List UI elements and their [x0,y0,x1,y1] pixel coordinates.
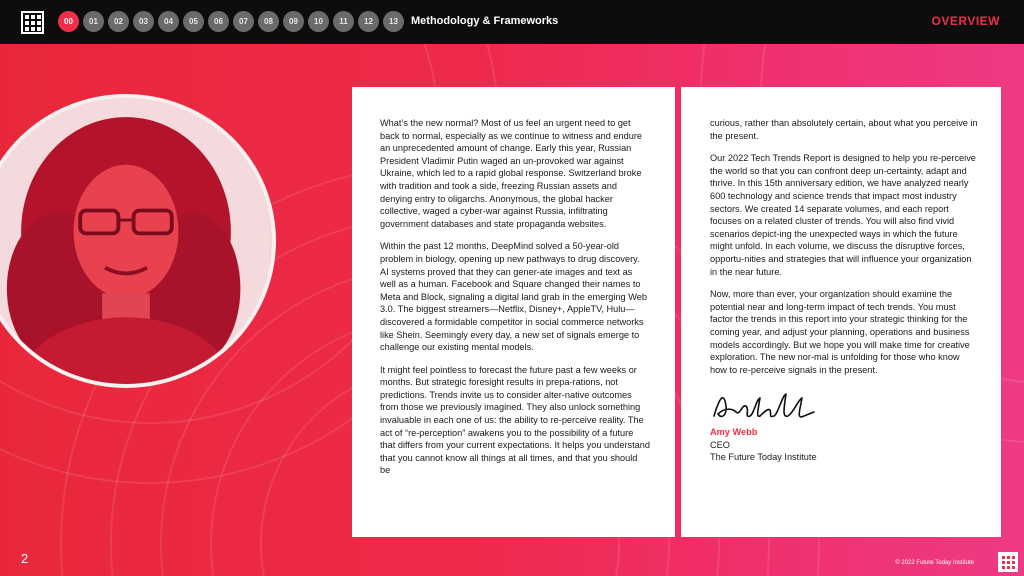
volume-nav [58,11,404,32]
signer-name: Amy Webb [710,427,758,438]
left-column-text [380,117,650,487]
volume-pill-13[interactable]: 13 [383,11,404,32]
overview-link[interactable]: OVERVIEW [931,14,1000,28]
paragraph: Within the past 12 months, DeepMind solved a 50-year-old problem in biology, opening up new pathways to drug discovery. AI systems proved that they can gener-ate images and text as well as a human. Facebook and Square changed their names to Meta and Block, signaling a digital land grab in the emerging Web 3.0. The biggest streamers—Netflix, Disney+, AppleTV, Hulu—discovered a formidable competitor in social commerce networks like Shein. Seemingly every day, a new set of signals emerge to challenge our existing mental models. [380,241,647,353]
paragraph: It might feel pointless to forecast the future past a few weeks or months. But strategic foresight results in prepa-rations, not predictions. Trends invite us to consider alter-native outcomes from those we previously imagined. They also unlock something invaluable in each one of us: the ability to re-perceive reality. The act of “re-perception” awakens you to the possibility of a future that differs from your current expectations. It helps you understand that you cannot know all things at all times, and that you should be [380,364,650,476]
signer-title: CEO [710,439,730,450]
signer-organization: The Future Today Institute [710,452,817,463]
right-column-text [710,117,978,464]
volume-pill-06[interactable]: 06 [208,11,229,32]
paragraph: What’s the new normal? Most of us feel an urgent need to get back to normal, especially as we continue to witness and endure an unprecedented amount of change. Early this year, Russian President Vladimir Putin waged an un-provoked war against Ukraine, which led to a rapid global response. Switzerland broke with tradition and took a side, freezing Russian assets and denying entry to oligarchs. Anonymous, the global hacker collective, waged a cyber-war against Russia, infiltrating government databases and state propaganda websites. [380,118,642,229]
volume-pill-04[interactable]: 04 [158,11,179,32]
signature-block [710,426,978,464]
right-page [681,87,1001,537]
volume-pill-09[interactable]: 09 [283,11,304,32]
volume-pill-02[interactable]: 02 [108,11,129,32]
paragraph: Our 2022 Tech Trends Report is designed to help you re-perceive the world so that you can confront deep un-certainty, adapt and thrive. In this 15th anniversary edition, we have analyzed nearly 600 technology and science trends that impact most industry sectors. We created 14 separate volumes, and each report focuses on a related cluster of trends. You will also find vivid scenarios depict-ing the unexpected ways in which the future might unfold. In each volume, we discuss the disruptive forces, opportu-nities and strategies that will influence your organization in the near future. [710,153,976,277]
top-navigation-bar [0,0,1024,44]
volume-pill-10[interactable]: 10 [308,11,329,32]
copyright-notice: © 2022 Future Today Institute [895,560,974,566]
volume-pill-12[interactable]: 12 [358,11,379,32]
fti-footer-logo-icon[interactable] [998,552,1018,572]
volume-pill-03[interactable]: 03 [133,11,154,32]
section-title[interactable]: Methodology & Frameworks [411,15,559,27]
paragraph: curious, rather than absolutely certain, about what you perceive in the present. [710,118,978,141]
volume-pill-05[interactable]: 05 [183,11,204,32]
volume-pill-01[interactable]: 01 [83,11,104,32]
volume-pill-07[interactable]: 07 [233,11,254,32]
page-number: 2 [21,551,29,566]
handwritten-signature [710,386,978,426]
volume-pill-11[interactable]: 11 [333,11,354,32]
volume-pill-00[interactable]: 00 [58,11,79,32]
left-page [352,87,675,537]
fti-logo-icon[interactable] [21,11,44,34]
volume-pill-08[interactable]: 08 [258,11,279,32]
paragraph: Now, more than ever, your organization should examine the potential near and long-term impact of tech trends. You must factor the trends in this report into your strategic thinking for the coming year, and adjust your planning, operations and business models accordingly. But we hope you will make time for creative exploration. The new nor-mal is unfolding for those who know how to re-perceive signals in the present. [710,289,970,375]
